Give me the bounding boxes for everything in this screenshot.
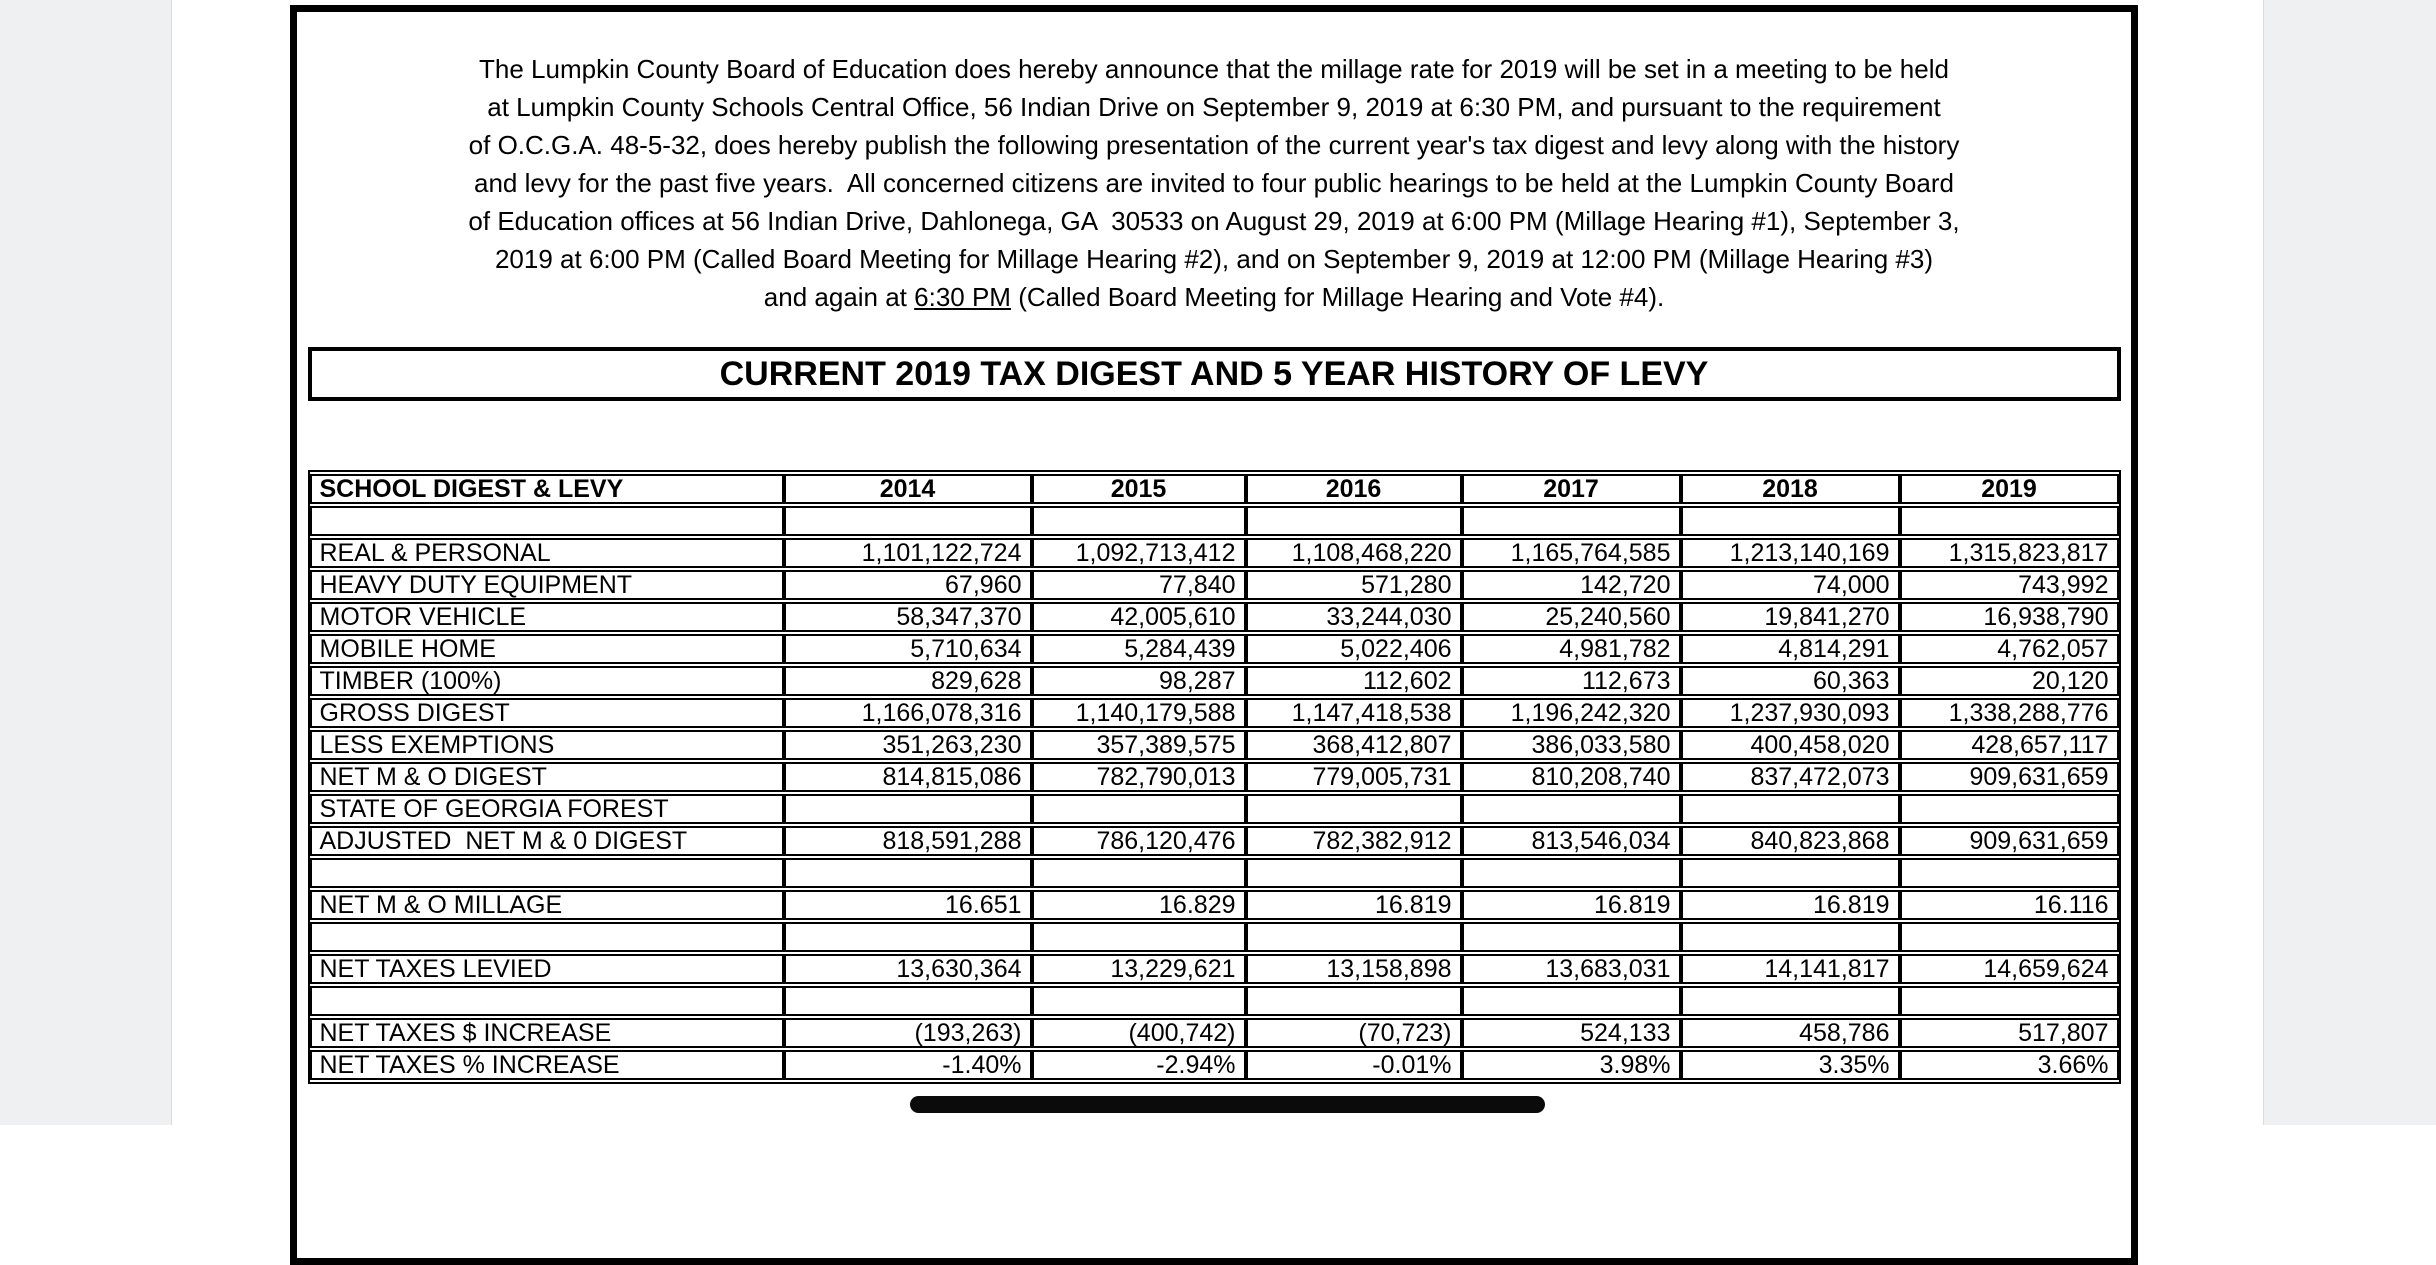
- row-value: 810,208,740: [1462, 762, 1681, 792]
- viewer-left-gutter: [0, 0, 172, 1125]
- row-value: 1,338,288,776: [1900, 698, 2119, 728]
- row-value: 5,710,634: [784, 634, 1032, 664]
- notice-paragraph: [297, 50, 2131, 316]
- row-value: 13,683,031: [1462, 954, 1681, 984]
- row-value: 368,412,807: [1246, 730, 1462, 760]
- row-value: 98,287: [1032, 666, 1246, 696]
- row-value: 813,546,034: [1462, 826, 1681, 856]
- row-value: 909,631,659: [1900, 762, 2119, 792]
- row-label: [310, 858, 784, 888]
- table-header-year: 2018: [1681, 474, 1900, 504]
- table-row: [310, 666, 2119, 696]
- row-value: 1,101,122,724: [784, 538, 1032, 568]
- row-value: 13,158,898: [1246, 954, 1462, 984]
- row-value: 142,720: [1462, 570, 1681, 600]
- row-value: 16,938,790: [1900, 602, 2119, 632]
- table-header-year: 2016: [1246, 474, 1462, 504]
- row-value: (400,742): [1032, 1018, 1246, 1048]
- row-value: 786,120,476: [1032, 826, 1246, 856]
- row-value: 1,237,930,093: [1681, 698, 1900, 728]
- row-value: 428,657,117: [1900, 730, 2119, 760]
- notice-line: The Lumpkin County Board of Education does hereby announce that the millage rate for 2019 will be set in a meeting to be held: [479, 54, 1949, 84]
- row-value: 743,992: [1900, 570, 2119, 600]
- scroll-indicator[interactable]: [910, 1096, 1545, 1113]
- row-value: 16.819: [1462, 890, 1681, 920]
- row-value: [1681, 794, 1900, 824]
- table-row: [310, 1018, 2119, 1048]
- row-value: 517,807: [1900, 1018, 2119, 1048]
- table-row: [310, 634, 2119, 664]
- row-value: [784, 922, 1032, 952]
- row-value: 16.116: [1900, 890, 2119, 920]
- row-value: 5,022,406: [1246, 634, 1462, 664]
- table-row: [310, 1050, 2119, 1080]
- row-value: 5,284,439: [1032, 634, 1246, 664]
- row-value: [784, 858, 1032, 888]
- notice-last-pre: and again at: [763, 282, 915, 312]
- row-value: 386,033,580: [1462, 730, 1681, 760]
- row-value: (193,263): [784, 1018, 1032, 1048]
- table-row: [310, 698, 2119, 728]
- row-label: LESS EXEMPTIONS: [310, 730, 784, 760]
- row-value: 19,841,270: [1681, 602, 1900, 632]
- row-value: 112,673: [1462, 666, 1681, 696]
- row-value: 840,823,868: [1681, 826, 1900, 856]
- notice-line: 2019 at 6:00 PM (Called Board Meeting for Millage Hearing #2), and on September 9, 2019 at 12:00 PM (Millage Hearing #3): [494, 244, 1934, 274]
- notice-last-post: (Called Board Meeting for Millage Hearing and Vote #4).: [1010, 282, 1665, 312]
- row-value: 3.98%: [1462, 1050, 1681, 1080]
- table-row: [310, 922, 2119, 952]
- row-value: 1,108,468,220: [1246, 538, 1462, 568]
- row-value: [1681, 922, 1900, 952]
- row-value: -2.94%: [1032, 1050, 1246, 1080]
- row-value: [1032, 794, 1246, 824]
- row-value: [1462, 922, 1681, 952]
- table-row: [310, 570, 2119, 600]
- row-label: NET TAXES $ INCREASE: [310, 1018, 784, 1048]
- row-label: [310, 986, 784, 1016]
- row-value: (70,723): [1246, 1018, 1462, 1048]
- row-value: [1246, 858, 1462, 888]
- row-value: 58,347,370: [784, 602, 1032, 632]
- table-row: [310, 826, 2119, 856]
- notice-time-underlined: 6:30 PM: [914, 282, 1011, 312]
- row-value: [1900, 922, 2119, 952]
- viewer-right-gutter: [2263, 0, 2436, 1125]
- row-value: 3.66%: [1900, 1050, 2119, 1080]
- row-value: 909,631,659: [1900, 826, 2119, 856]
- row-value: 60,363: [1681, 666, 1900, 696]
- row-value: [1681, 506, 1900, 536]
- row-value: 14,141,817: [1681, 954, 1900, 984]
- table-row: [310, 506, 2119, 536]
- table-header-label: SCHOOL DIGEST & LEVY: [310, 474, 784, 504]
- table-row: [310, 986, 2119, 1016]
- row-value: [1246, 922, 1462, 952]
- row-value: 13,630,364: [784, 954, 1032, 984]
- row-value: 1,140,179,588: [1032, 698, 1246, 728]
- row-value: 4,762,057: [1900, 634, 2119, 664]
- row-value: [1032, 506, 1246, 536]
- row-value: [1900, 794, 2119, 824]
- table-header-year: 2014: [784, 474, 1032, 504]
- row-value: 1,213,140,169: [1681, 538, 1900, 568]
- row-value: 1,147,418,538: [1246, 698, 1462, 728]
- row-label: ADJUSTED NET M & 0 DIGEST: [310, 826, 784, 856]
- row-value: 77,840: [1032, 570, 1246, 600]
- row-value: [1462, 506, 1681, 536]
- row-value: [784, 794, 1032, 824]
- row-value: 14,659,624: [1900, 954, 2119, 984]
- row-value: 33,244,030: [1246, 602, 1462, 632]
- row-value: [1462, 858, 1681, 888]
- section-title-box: [308, 347, 2121, 401]
- row-value: 67,960: [784, 570, 1032, 600]
- row-value: 400,458,020: [1681, 730, 1900, 760]
- row-value: -0.01%: [1246, 1050, 1462, 1080]
- row-value: 1,166,078,316: [784, 698, 1032, 728]
- row-value: [1032, 922, 1246, 952]
- row-value: 16.819: [1681, 890, 1900, 920]
- row-value: [1681, 986, 1900, 1016]
- table-row: [310, 730, 2119, 760]
- row-label: MOTOR VEHICLE: [310, 602, 784, 632]
- row-value: 74,000: [1681, 570, 1900, 600]
- row-label: NET M & O DIGEST: [310, 762, 784, 792]
- notice-line: of Education offices at 56 Indian Drive, Dahlonega, GA 30533 on August 29, 2019 at 6:00 PM (Millage Hearing #1), September 3,: [468, 206, 1960, 236]
- row-value: 112,602: [1246, 666, 1462, 696]
- row-label: STATE OF GEORGIA FOREST: [310, 794, 784, 824]
- row-value: 524,133: [1462, 1018, 1681, 1048]
- table-row: [310, 538, 2119, 568]
- notice-line: at Lumpkin County Schools Central Office, 56 Indian Drive on September 9, 2019 at 6:30 PM, and pursuant to the requirement: [487, 92, 1941, 122]
- row-value: 4,814,291: [1681, 634, 1900, 664]
- row-value: 4,981,782: [1462, 634, 1681, 664]
- row-label: [310, 506, 784, 536]
- row-label: NET M & O MILLAGE: [310, 890, 784, 920]
- row-value: [1462, 794, 1681, 824]
- row-value: 818,591,288: [784, 826, 1032, 856]
- digest-table: [308, 470, 2121, 1084]
- row-value: 357,389,575: [1032, 730, 1246, 760]
- row-value: [1900, 858, 2119, 888]
- row-value: [784, 506, 1032, 536]
- row-value: [1462, 986, 1681, 1016]
- row-value: 16.829: [1032, 890, 1246, 920]
- row-value: [1246, 794, 1462, 824]
- row-value: [1032, 986, 1246, 1016]
- row-value: -1.40%: [784, 1050, 1032, 1080]
- row-label: REAL & PERSONAL: [310, 538, 784, 568]
- table-row: [310, 762, 2119, 792]
- row-value: 25,240,560: [1462, 602, 1681, 632]
- table-row: [310, 602, 2119, 632]
- section-title: CURRENT 2019 TAX DIGEST AND 5 YEAR HISTORY OF LEVY: [719, 354, 1709, 393]
- row-value: 814,815,086: [784, 762, 1032, 792]
- row-value: 1,196,242,320: [1462, 698, 1681, 728]
- table-header-year: 2017: [1462, 474, 1681, 504]
- row-value: 779,005,731: [1246, 762, 1462, 792]
- row-value: 16.651: [784, 890, 1032, 920]
- row-label: MOBILE HOME: [310, 634, 784, 664]
- row-value: [1032, 858, 1246, 888]
- row-value: [1246, 506, 1462, 536]
- notice-line: of O.C.G.A. 48-5-32, does hereby publish the following presentation of the current year's tax digest and levy along with the history: [468, 130, 1960, 160]
- row-label: NET TAXES % INCREASE: [310, 1050, 784, 1080]
- table-row: [310, 858, 2119, 888]
- row-value: 782,790,013: [1032, 762, 1246, 792]
- row-value: [1681, 858, 1900, 888]
- table-row: [310, 890, 2119, 920]
- row-value: [1900, 986, 2119, 1016]
- row-label: GROSS DIGEST: [310, 698, 784, 728]
- row-value: [1246, 986, 1462, 1016]
- row-value: 837,472,073: [1681, 762, 1900, 792]
- document-page: [290, 5, 2138, 1265]
- row-label: TIMBER (100%): [310, 666, 784, 696]
- notice-line: and levy for the past five years. All concerned citizens are invited to four public hearings to be held at the Lumpkin County Board: [474, 168, 1954, 198]
- row-value: [1900, 506, 2119, 536]
- row-value: 3.35%: [1681, 1050, 1900, 1080]
- row-value: 829,628: [784, 666, 1032, 696]
- row-value: 13,229,621: [1032, 954, 1246, 984]
- table-header-year: 2015: [1032, 474, 1246, 504]
- row-value: 1,092,713,412: [1032, 538, 1246, 568]
- row-value: 571,280: [1246, 570, 1462, 600]
- row-value: 351,263,230: [784, 730, 1032, 760]
- table-header-year: 2019: [1900, 474, 2119, 504]
- table-row: [310, 954, 2119, 984]
- row-value: 1,315,823,817: [1900, 538, 2119, 568]
- table-row: [310, 794, 2119, 824]
- row-value: 42,005,610: [1032, 602, 1246, 632]
- row-label: NET TAXES LEVIED: [310, 954, 784, 984]
- row-value: 16.819: [1246, 890, 1462, 920]
- row-value: 782,382,912: [1246, 826, 1462, 856]
- row-value: 20,120: [1900, 666, 2119, 696]
- row-label: [310, 922, 784, 952]
- table-header-row: [310, 474, 2119, 504]
- row-value: [784, 986, 1032, 1016]
- row-value: 458,786: [1681, 1018, 1900, 1048]
- row-value: 1,165,764,585: [1462, 538, 1681, 568]
- row-label: HEAVY DUTY EQUIPMENT: [310, 570, 784, 600]
- notice-line-last: [297, 278, 2131, 316]
